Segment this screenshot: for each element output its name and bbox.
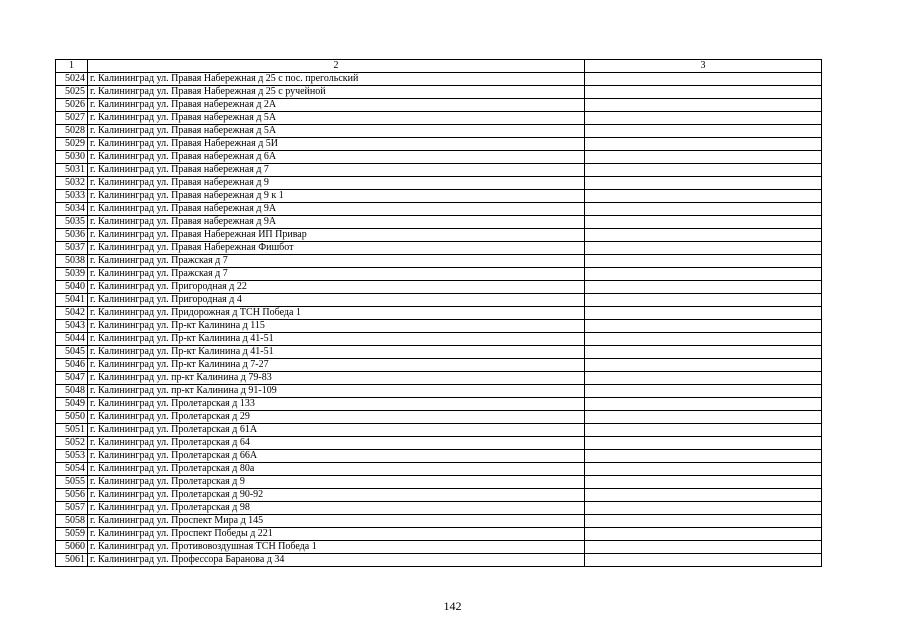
address-cell: г. Калининград ул. пр-кт Калинина д 79-83 <box>88 372 585 385</box>
row-number-cell: 5025 <box>56 86 88 99</box>
address-cell: г. Калининград ул. Правая набережная д 2А <box>88 99 585 112</box>
address-cell: г. Калининград ул. Правая набережная д 5А <box>88 125 585 138</box>
address-cell: г. Калининград ул. Правая набережная д 9А <box>88 203 585 216</box>
address-cell: г. Калининград ул. Правая набережная д 6А <box>88 151 585 164</box>
address-cell: г. Калининград ул. Придорожная д ТСН Победа 1 <box>88 307 585 320</box>
table-row <box>56 203 822 216</box>
address-cell: г. Калининград ул. Пролетарская д 80а <box>88 463 585 476</box>
address-cell: г. Калининград ул. Пролетарская д 66А <box>88 450 585 463</box>
address-cell: г. Калининград ул. Пр-кт Калинина д 41-51 <box>88 333 585 346</box>
notes-cell <box>585 281 822 294</box>
row-number-cell: 5032 <box>56 177 88 190</box>
table-row <box>56 229 822 242</box>
row-number-cell: 5056 <box>56 489 88 502</box>
row-number-cell: 5027 <box>56 112 88 125</box>
table-row <box>56 463 822 476</box>
notes-cell <box>585 177 822 190</box>
table-row <box>56 541 822 554</box>
row-number-cell: 5039 <box>56 268 88 281</box>
address-cell: г. Калининград ул. Правая Набережная д 5И <box>88 138 585 151</box>
table-row <box>56 437 822 450</box>
table-row <box>56 554 822 567</box>
notes-cell <box>585 359 822 372</box>
page-number: 142 <box>443 599 462 613</box>
row-number-cell: 5035 <box>56 216 88 229</box>
row-number-cell: 5037 <box>56 242 88 255</box>
address-cell: г. Калининград ул. Пролетарская д 29 <box>88 411 585 424</box>
notes-cell <box>585 203 822 216</box>
table-row <box>56 138 822 151</box>
row-number-cell: 5046 <box>56 359 88 372</box>
notes-cell <box>585 138 822 151</box>
row-number-cell: 5029 <box>56 138 88 151</box>
row-number-cell: 5024 <box>56 73 88 86</box>
notes-cell <box>585 73 822 86</box>
address-cell: г. Калининград ул. Пролетарская д 133 <box>88 398 585 411</box>
table-row <box>56 99 822 112</box>
notes-cell <box>585 346 822 359</box>
row-number-cell: 5049 <box>56 398 88 411</box>
table-row <box>56 333 822 346</box>
address-cell: г. Калининград ул. Правая набережная д 7 <box>88 164 585 177</box>
notes-cell <box>585 372 822 385</box>
table-row <box>56 112 822 125</box>
notes-cell <box>585 294 822 307</box>
address-cell: г. Калининград ул. Правая набережная д 9А <box>88 216 585 229</box>
table-row <box>56 255 822 268</box>
row-number-cell: 5034 <box>56 203 88 216</box>
row-number-cell: 5052 <box>56 437 88 450</box>
address-cell: г. Калининград ул. пр-кт Калинина д 91-109 <box>88 385 585 398</box>
notes-cell <box>585 125 822 138</box>
table-row <box>56 489 822 502</box>
address-cell: г. Калининград ул. Пр-кт Калинина д 7-27 <box>88 359 585 372</box>
notes-cell <box>585 450 822 463</box>
table-row <box>56 86 822 99</box>
table-row <box>56 307 822 320</box>
address-cell: г. Калининград ул. Пражская д 7 <box>88 255 585 268</box>
row-number-cell: 5045 <box>56 346 88 359</box>
notes-cell <box>585 463 822 476</box>
row-number-cell: 5053 <box>56 450 88 463</box>
table-row <box>56 151 822 164</box>
table-row <box>56 528 822 541</box>
table-row <box>56 450 822 463</box>
address-cell: г. Калининград ул. Противовоздушная ТСН Победа 1 <box>88 541 585 554</box>
column-header-2: 2 <box>88 60 585 73</box>
row-number-cell: 5043 <box>56 320 88 333</box>
notes-cell <box>585 489 822 502</box>
address-cell: г. Калининград ул. Пролетарская д 61А <box>88 424 585 437</box>
table-header-row <box>56 60 822 73</box>
address-cell: г. Калининград ул. Проспект Мира д 145 <box>88 515 585 528</box>
table-row <box>56 346 822 359</box>
address-cell: г. Калининград ул. Пролетарская д 98 <box>88 502 585 515</box>
address-cell: г. Калининград ул. Правая Набережная Фишбот <box>88 242 585 255</box>
notes-cell <box>585 398 822 411</box>
table-row <box>56 424 822 437</box>
table-row <box>56 359 822 372</box>
row-number-cell: 5048 <box>56 385 88 398</box>
table-row <box>56 242 822 255</box>
address-cell: г. Калининград ул. Правая набережная д 9 к 1 <box>88 190 585 203</box>
notes-cell <box>585 320 822 333</box>
notes-cell <box>585 99 822 112</box>
notes-cell <box>585 229 822 242</box>
table-row <box>56 372 822 385</box>
row-number-cell: 5026 <box>56 99 88 112</box>
notes-cell <box>585 333 822 346</box>
row-number-cell: 5033 <box>56 190 88 203</box>
table-row <box>56 515 822 528</box>
notes-cell <box>585 151 822 164</box>
row-number-cell: 5042 <box>56 307 88 320</box>
table-row <box>56 385 822 398</box>
address-cell: г. Калининград ул. Правая набережная д 9 <box>88 177 585 190</box>
table-row <box>56 476 822 489</box>
address-cell: г. Калининград ул. Правая Набережная д 25 с ручейной <box>88 86 585 99</box>
table-row <box>56 216 822 229</box>
table-row <box>56 281 822 294</box>
row-number-cell: 5051 <box>56 424 88 437</box>
row-number-cell: 5028 <box>56 125 88 138</box>
address-cell: г. Калининград ул. Пр-кт Калинина д 115 <box>88 320 585 333</box>
row-number-cell: 5054 <box>56 463 88 476</box>
table-row <box>56 294 822 307</box>
table-row <box>56 190 822 203</box>
row-number-cell: 5044 <box>56 333 88 346</box>
address-cell: г. Калининград ул. Пражская д 7 <box>88 268 585 281</box>
address-cell: г. Калининград ул. Пролетарская д 9 <box>88 476 585 489</box>
notes-cell <box>585 411 822 424</box>
notes-cell <box>585 112 822 125</box>
row-number-cell: 5058 <box>56 515 88 528</box>
address-cell: г. Калининград ул. Пролетарская д 90-92 <box>88 489 585 502</box>
address-cell: г. Калининград ул. Проспект Победы д 221 <box>88 528 585 541</box>
notes-cell <box>585 216 822 229</box>
address-table <box>55 59 822 567</box>
address-cell: г. Калининград ул. Правая набережная д 5А <box>88 112 585 125</box>
table-row <box>56 411 822 424</box>
table-body <box>56 60 822 567</box>
notes-cell <box>585 528 822 541</box>
table-row <box>56 125 822 138</box>
notes-cell <box>585 242 822 255</box>
table-row <box>56 502 822 515</box>
row-number-cell: 5050 <box>56 411 88 424</box>
address-cell: г. Калининград ул. Правая Набережная д 25 с пос. прегольский <box>88 73 585 86</box>
address-cell: г. Калининград ул. Пригородная д 4 <box>88 294 585 307</box>
row-number-cell: 5030 <box>56 151 88 164</box>
row-number-cell: 5047 <box>56 372 88 385</box>
notes-cell <box>585 190 822 203</box>
notes-cell <box>585 541 822 554</box>
notes-cell <box>585 515 822 528</box>
notes-cell <box>585 385 822 398</box>
row-number-cell: 5059 <box>56 528 88 541</box>
table-row <box>56 320 822 333</box>
address-cell: г. Калининград ул. Правая Набережная ИП Привар <box>88 229 585 242</box>
column-header-3: 3 <box>585 60 822 73</box>
notes-cell <box>585 424 822 437</box>
notes-cell <box>585 476 822 489</box>
row-number-cell: 5060 <box>56 541 88 554</box>
row-number-cell: 5038 <box>56 255 88 268</box>
table-row <box>56 398 822 411</box>
address-cell: г. Калининград ул. Профессора Баранова д 34 <box>88 554 585 567</box>
notes-cell <box>585 437 822 450</box>
address-cell: г. Калининград ул. Пролетарская д 64 <box>88 437 585 450</box>
address-cell: г. Калининград ул. Пригородная д 22 <box>88 281 585 294</box>
row-number-cell: 5040 <box>56 281 88 294</box>
table-row <box>56 268 822 281</box>
notes-cell <box>585 554 822 567</box>
notes-cell <box>585 86 822 99</box>
notes-cell <box>585 268 822 281</box>
table-row <box>56 164 822 177</box>
row-number-cell: 5057 <box>56 502 88 515</box>
row-number-cell: 5061 <box>56 554 88 567</box>
notes-cell <box>585 307 822 320</box>
row-number-cell: 5031 <box>56 164 88 177</box>
address-cell: г. Калининград ул. Пр-кт Калинина д 41-51 <box>88 346 585 359</box>
notes-cell <box>585 164 822 177</box>
table-row <box>56 73 822 86</box>
column-header-1: 1 <box>56 60 88 73</box>
table-row <box>56 177 822 190</box>
row-number-cell: 5055 <box>56 476 88 489</box>
notes-cell <box>585 255 822 268</box>
row-number-cell: 5041 <box>56 294 88 307</box>
notes-cell <box>585 502 822 515</box>
row-number-cell: 5036 <box>56 229 88 242</box>
